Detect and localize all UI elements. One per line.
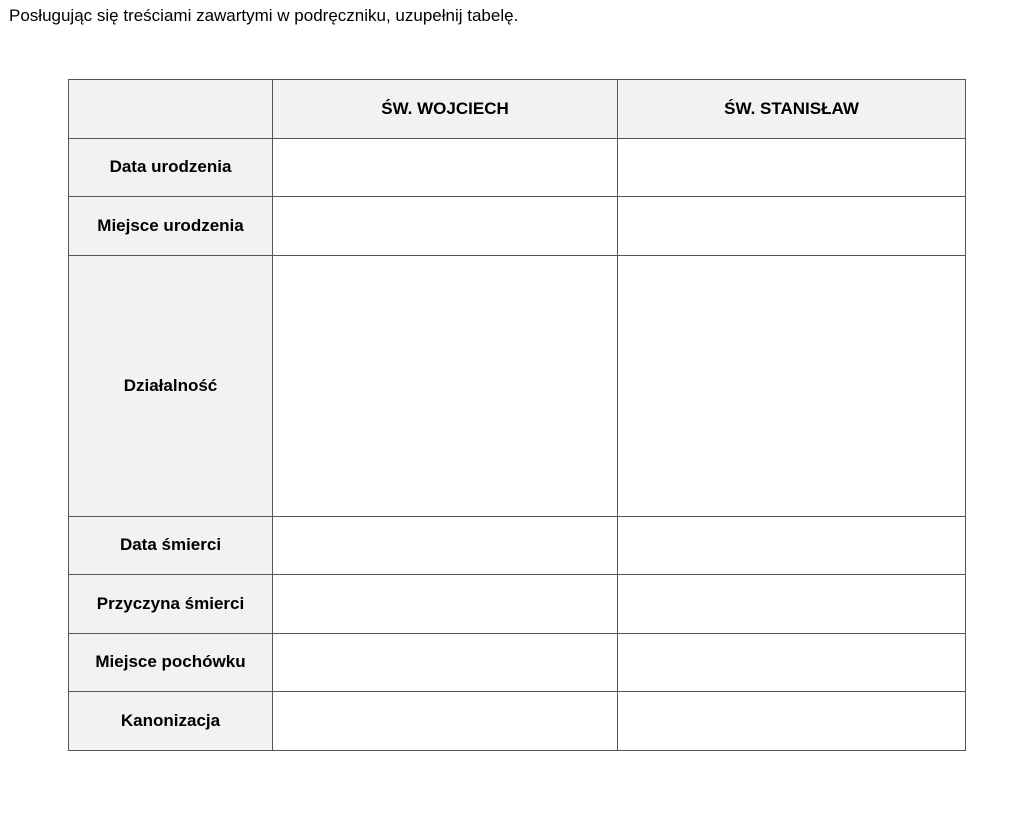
answer-cell-stanislaw-activity[interactable] <box>618 255 966 516</box>
instruction-text: Posługując się treściami zawartymi w podręczniku, uzupełnij tabelę. <box>9 6 519 25</box>
answer-cell-wojciech-birth-place[interactable] <box>273 197 618 256</box>
row-label-death-cause: Przyczyna śmierci <box>69 575 273 634</box>
answer-cell-stanislaw-burial-place[interactable] <box>618 633 966 692</box>
answer-cell-wojciech-death-date[interactable] <box>273 516 618 575</box>
answer-cell-wojciech-burial-place[interactable] <box>273 633 618 692</box>
column-header-stanislaw: ŚW. STANISŁAW <box>618 80 966 139</box>
table-row-death-cause <box>69 575 966 634</box>
answer-cell-wojciech-activity[interactable] <box>273 255 618 516</box>
table-row-death-date <box>69 516 966 575</box>
row-label-death-date: Data śmierci <box>69 516 273 575</box>
table-header-row <box>69 80 966 139</box>
answer-cell-wojciech-canonization[interactable] <box>273 692 618 751</box>
answer-cell-wojciech-birth-date[interactable] <box>273 138 618 197</box>
table-row-canonization <box>69 692 966 751</box>
table-row-birth-place <box>69 197 966 256</box>
table-corner-cell <box>69 80 273 139</box>
row-label-birth-place: Miejsce urodzenia <box>69 197 273 256</box>
answer-cell-stanislaw-birth-date[interactable] <box>618 138 966 197</box>
table-row-birth-date <box>69 138 966 197</box>
answer-cell-stanislaw-canonization[interactable] <box>618 692 966 751</box>
row-label-activity: Działalność <box>69 255 273 516</box>
row-label-burial-place: Miejsce pochówku <box>69 633 273 692</box>
answer-cell-wojciech-death-cause[interactable] <box>273 575 618 634</box>
answer-cell-stanislaw-death-date[interactable] <box>618 516 966 575</box>
table-row-activity <box>69 255 966 516</box>
row-label-canonization: Kanonizacja <box>69 692 273 751</box>
column-header-wojciech: ŚW. WOJCIECH <box>273 80 618 139</box>
worksheet-table <box>68 79 966 751</box>
table-row-burial-place <box>69 633 966 692</box>
row-label-birth-date: Data urodzenia <box>69 138 273 197</box>
answer-cell-stanislaw-birth-place[interactable] <box>618 197 966 256</box>
answer-cell-stanislaw-death-cause[interactable] <box>618 575 966 634</box>
